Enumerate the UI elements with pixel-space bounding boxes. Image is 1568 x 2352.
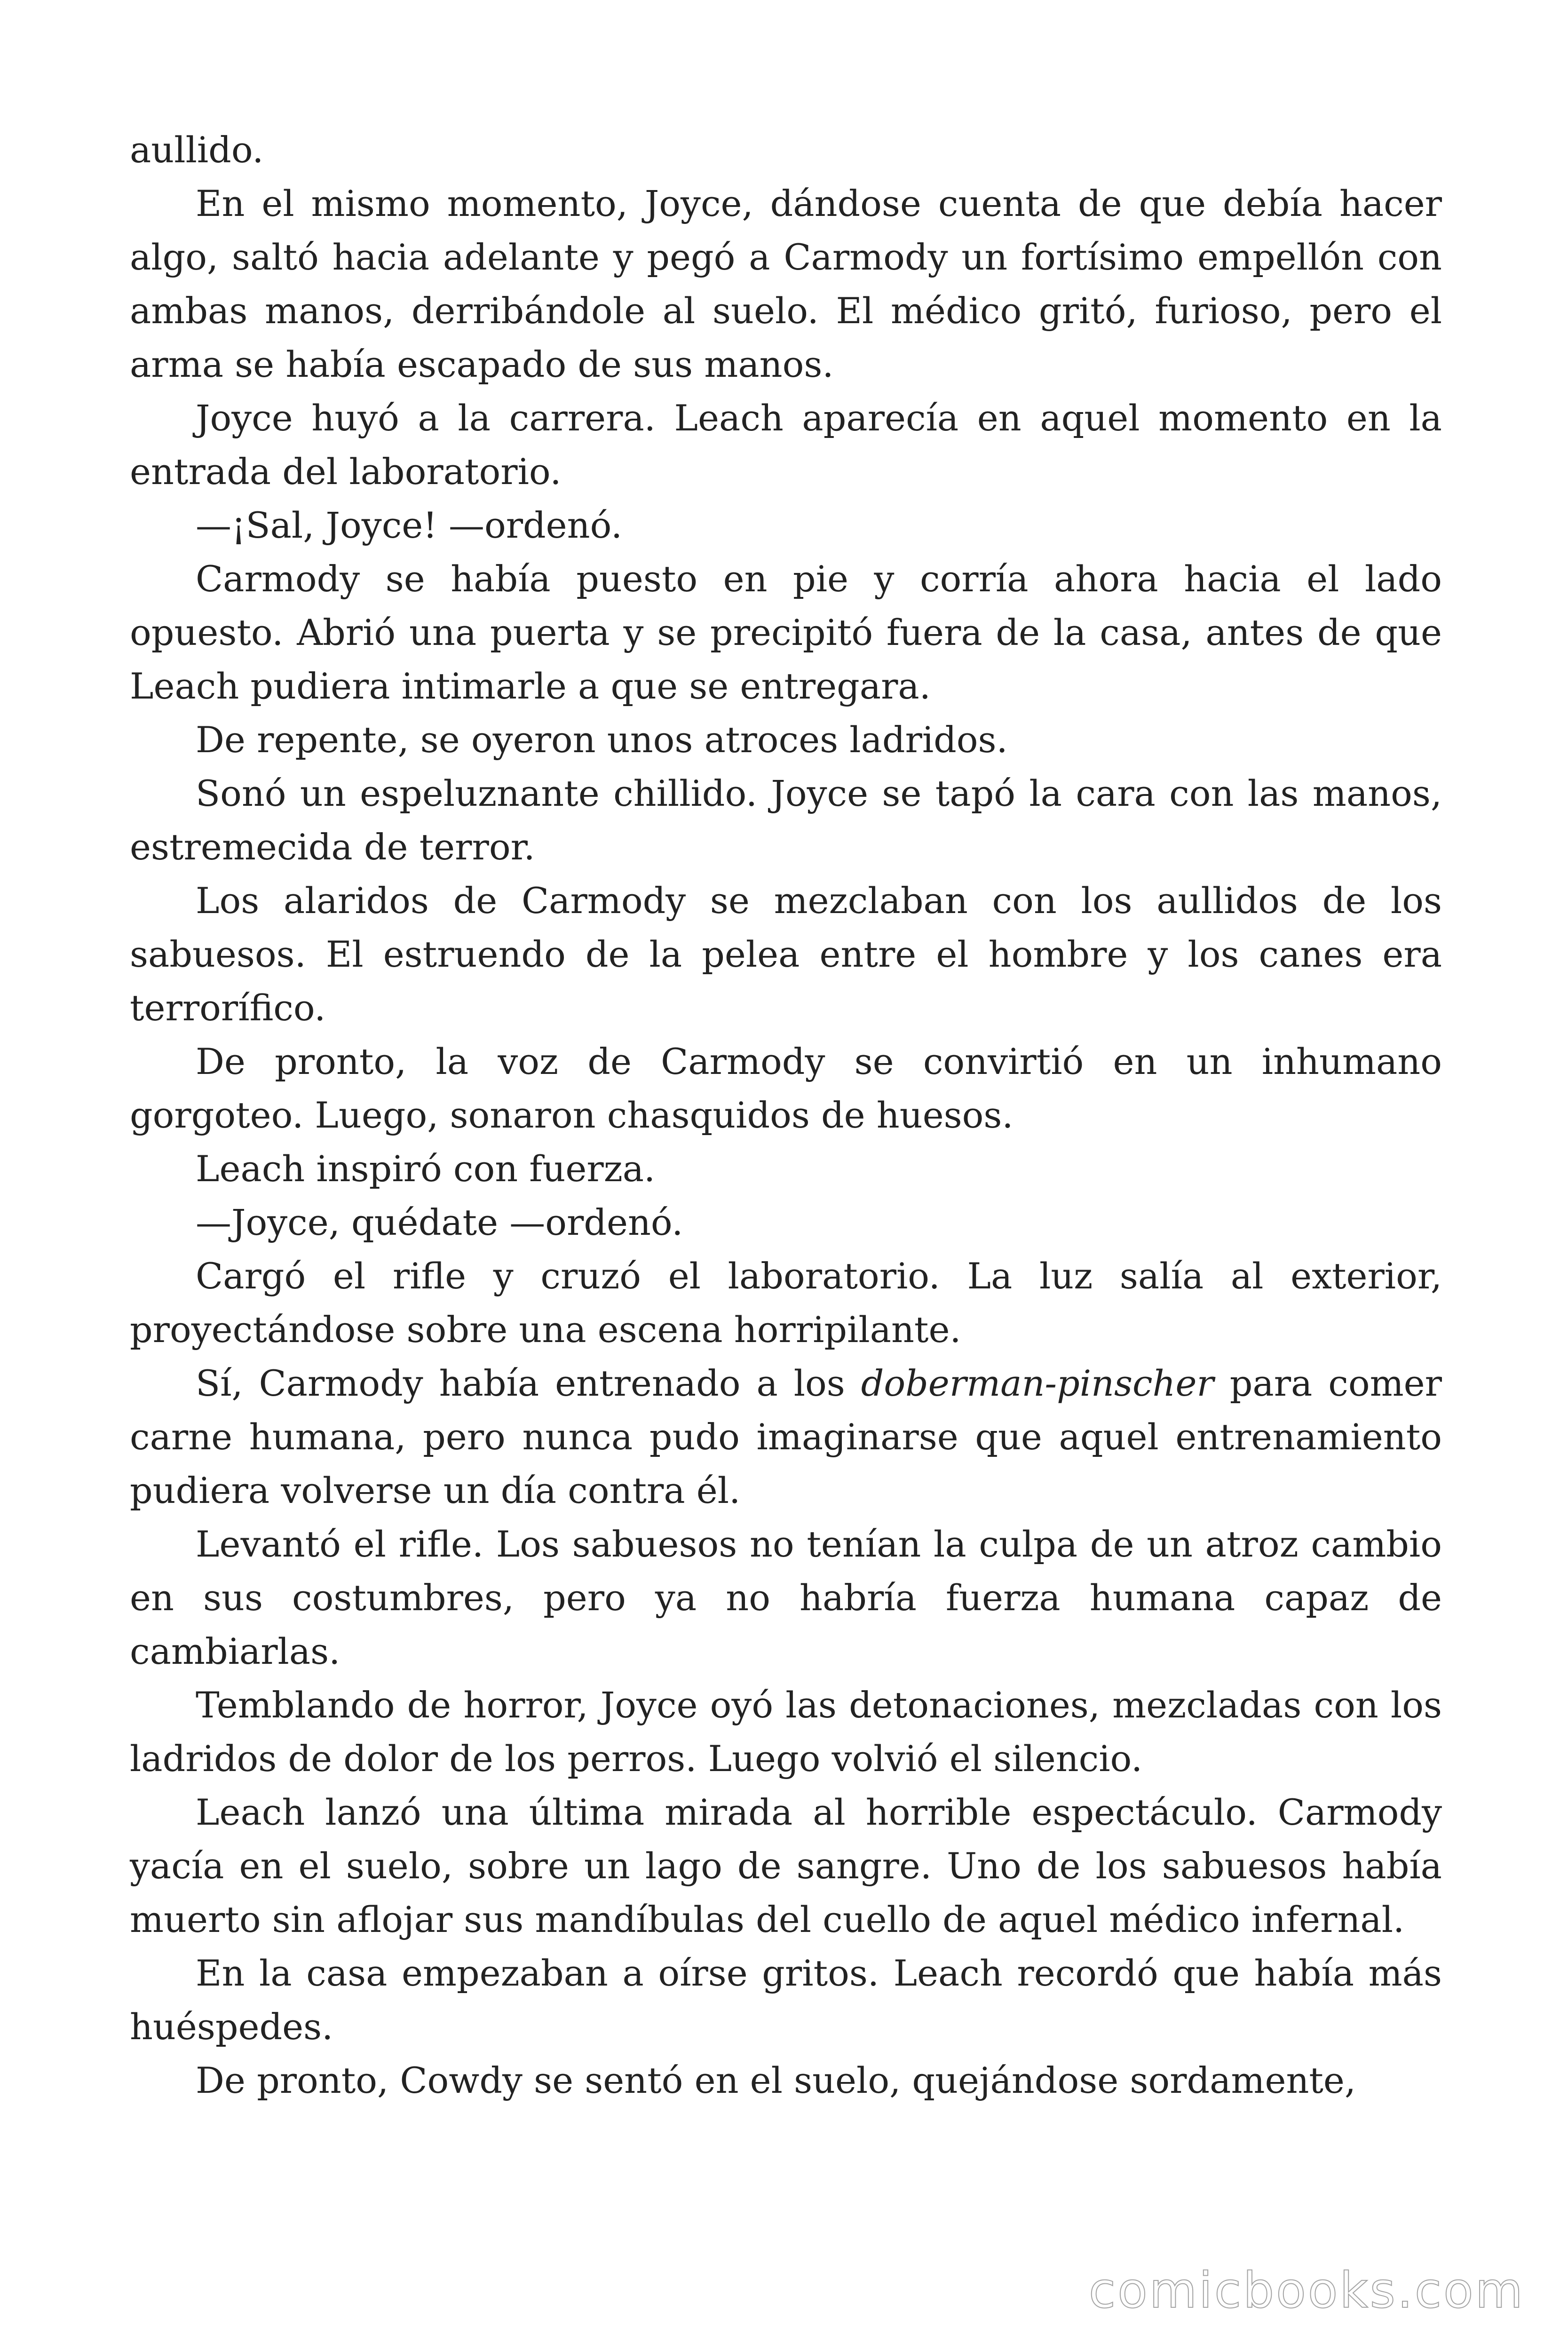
paragraph: Cargó el rifle y cruzó el laboratorio. La luz salía al exterior, proyectándose sobre una escena horripilante. [130, 1255, 1442, 1351]
paragraph [130, 1357, 1442, 1518]
paragraph: De pronto, la voz de Carmody se convirtió en un inhumano gorgoteo. Luego, sonaron chasquidos de huesos. [130, 1041, 1442, 1136]
italic-term: doberman-pinscher [861, 1362, 1214, 1404]
paragraph: De pronto, Cowdy se sentó en el suelo, quejándose sordamente, [196, 2059, 1356, 2101]
paragraph: Temblando de horror, Joyce oyó las detonaciones, mezcladas con los ladridos de dolor de los perros. Luego volvió el silencio. [130, 1684, 1442, 1780]
paragraph: Los alaridos de Carmody se mezclaban con los aullidos de los sabuesos. El estruendo de la pelea entre el hombre y los canes era terrorífico. [130, 880, 1442, 1029]
paragraph: Leach lanzó una última mirada al horrible espectáculo. Carmody yacía en el suelo, sobre un lago de sangre. Uno de los sabuesos había muerto sin aflojar sus mandíbulas del cuello de aquel médico infernal. [130, 1791, 1442, 1940]
paragraph-text: para comer carne humana, pero nunca pudo imaginarse que aquel entrenamiento pudiera volverse un día contra él. [130, 1362, 1442, 1511]
paragraph: En el mismo momento, Joyce, dándose cuenta de que debía hacer algo, saltó hacia adelante y pegó a Carmody un fortísimo empellón con ambas manos, derribándole al suelo. El médico gritó, furioso, pero el arma se había escapado de sus manos. [130, 183, 1442, 385]
paragraph: —¡Sal, Joyce! —ordenó. [196, 504, 623, 546]
paragraph: Joyce huyó a la carrera. Leach aparecía en aquel momento en la entrada del laboratorio. [130, 397, 1442, 493]
paragraph: Levantó el rifle. Los sabuesos no tenían la culpa de un atroz cambio en sus costumbres, pero ya no habría fuerza humana capaz de cambiarlas. [130, 1523, 1442, 1672]
watermark-logo: comicbooks.com [1088, 2262, 1525, 2319]
paragraph: Carmody se había puesto en pie y corría ahora hacia el lado opuesto. Abrió una puerta y se precipitó fuera de la casa, antes de que Leach pudiera intimarle a que se entregara. [130, 558, 1442, 707]
paragraph: De repente, se oyeron unos atroces ladridos. [196, 719, 1008, 761]
paragraph: aullido. [130, 129, 264, 171]
paragraph-text: Sí, Carmody había entrenado a los [196, 1362, 861, 1404]
paragraph: Leach inspiró con fuerza. [196, 1148, 656, 1190]
paragraph: Sonó un espeluznante chillido. Joyce se tapó la cara con las manos, estremecida de terror. [130, 772, 1442, 868]
paragraph: —Joyce, quédate —ordenó. [196, 1201, 683, 1243]
paragraph: En la casa empezaban a oírse gritos. Leach recordó que había más huéspedes. [130, 1952, 1442, 2048]
body-text [130, 123, 1442, 2107]
